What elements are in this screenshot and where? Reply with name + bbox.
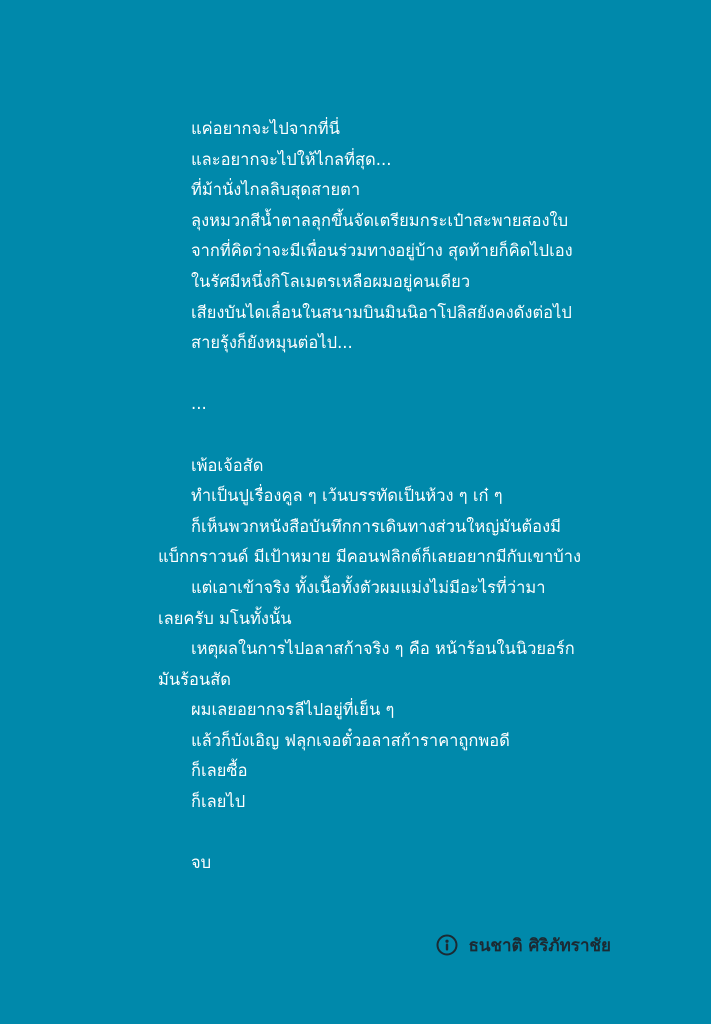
text-line: ก็เลยไป: [191, 792, 246, 812]
text-line: สายรุ้งก็ยังหมุนต่อไป...: [191, 333, 353, 353]
text-line: ในรัศมีหนึ่งกิโลเมตรเหลือผมอยู่คนเดียว: [191, 271, 471, 291]
text-line: แล้วก็บังเอิญ ฟลุกเจอตั๋วอลาสก้าราคาถูกพอดี: [191, 730, 510, 750]
text-line: มันร้อนสัด: [158, 669, 231, 689]
text-line: และอยากจะไปให้ไกลที่สุด...: [191, 149, 392, 169]
text-line: ก็เห็นพวกหนังสือบันทึกการเดินทางส่วนใหญ่มันต้องมี: [191, 516, 562, 536]
ending-line: จบ: [191, 853, 212, 873]
text-line: ผมเลยอยากจรลีไปอยู่ที่เย็น ๆ: [191, 700, 395, 720]
blank-line: [158, 420, 613, 451]
text-line: เลยครับ มโนทั้งนั้น: [158, 608, 292, 628]
text-line: ลุงหมวกสีน้ำตาลลุกขึ้นจัดเตรียมกระเป๋าสะพายสองใบ: [191, 210, 569, 230]
blank-line: [158, 818, 613, 849]
text-line: แค่อยากจะไปจากที่นี่: [191, 119, 340, 138]
author-name: ธนชาติ ศิริภัทราชัย: [468, 935, 611, 956]
text-line: แต่เอาเข้าจริง ทั้งเนื้อทั้งตัวผมแม่งไม่มีอะไรที่ว่ามา: [191, 577, 546, 597]
ellipsis-line: ...: [191, 394, 207, 414]
text-line: เหตุผลในการไปอลาสก้าจริง ๆ คือ หน้าร้อนในนิวยอร์ก: [191, 639, 575, 659]
text-line: จากที่คิดว่าจะมีเพื่อนร่วมทางอยู่บ้าง สุดท้ายก็คิดไปเอง: [191, 241, 573, 261]
author-byline: [436, 930, 611, 960]
text-line: เพ้อเจ้อสัด: [191, 455, 264, 475]
blank-line: [158, 359, 613, 390]
text-line: ทำเป็นปูเรื่องคูล ๆ เว้นบรรทัดเป็นห้วง ๆ เก๋ ๆ: [191, 486, 503, 506]
text-line: เสียงบันไดเลื่อนในสนามบินมินนิอาโปลิสยังคงดังต่อไป: [191, 302, 572, 322]
text-line: ก็เลยซื้อ: [191, 761, 248, 781]
text-line: แบ็กกราวนด์ มีเป้าหมาย มีคอนฟลิกต์ก็เลยอยากมีกับเขาบ้าง: [158, 547, 582, 567]
body-text: [158, 114, 613, 879]
text-line: ที่ม้านั่งไกลลิบสุดสายตา: [191, 180, 361, 200]
author-seal-icon: [436, 934, 458, 956]
